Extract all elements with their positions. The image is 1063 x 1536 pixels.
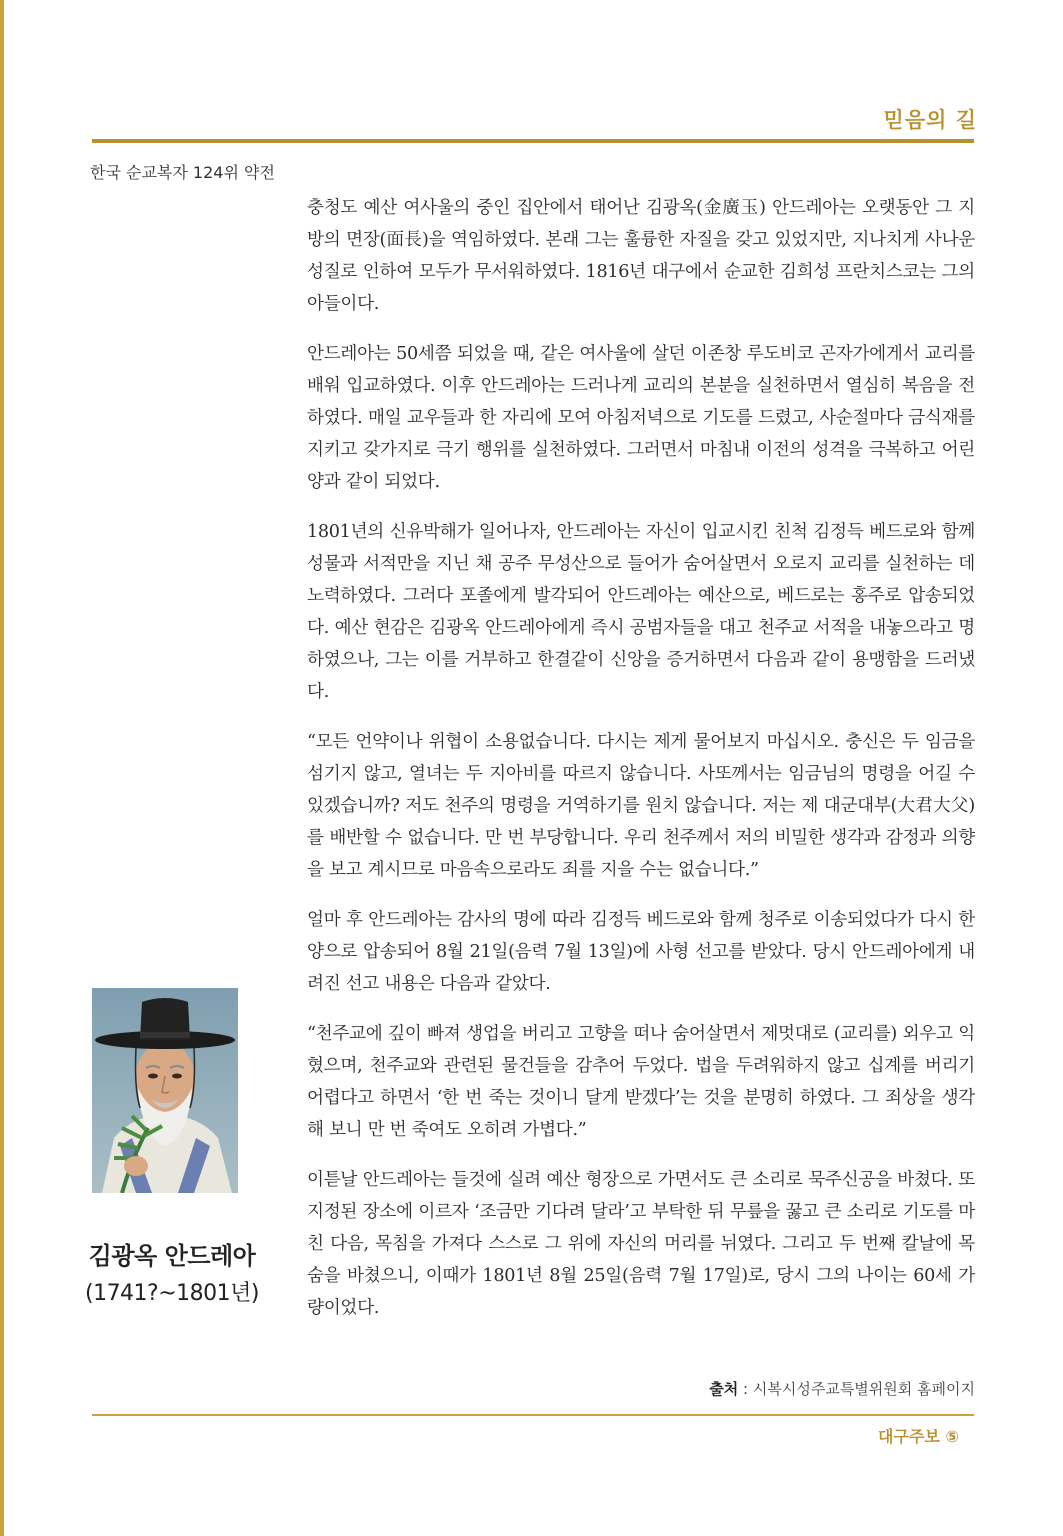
paragraph-1: 충청도 예산 여사울의 중인 집안에서 태어난 김광옥(金廣玉) 안드레아는 오랫동안 그 지방의 면장(面長)을 역임하였다. 본래 그는 훌륭한 자질을 갖고 있었지만, 지나치게 사나운 성질로 인하여 모두가 무서워하였다. 1816년 대구에서 순교한 김희성 프란치스코는 그의 아들이다.: [307, 198, 975, 314]
page-footer: [878, 1424, 959, 1447]
series-label: 한국 순교복자 124위 약전: [90, 163, 275, 182]
source-label: 출처: [709, 1380, 739, 1398]
martyr-name: 김광옥 안드레아: [88, 1242, 256, 1270]
header-divider: [92, 139, 974, 143]
paragraph-5: 얼마 후 안드레아는 감사의 명에 따라 김정득 베드로와 함께 청주로 이송되었다가 다시 한양으로 압송되어 8월 21일(음력 7월 13일)에 사형 선고를 받았다. 당시 안드레아에게 내려진 선고 내용은 다음과 같았다.: [307, 910, 975, 994]
martyr-years: (1741?~1801년): [84, 1281, 259, 1306]
source-separator: :: [738, 1380, 753, 1398]
page-number: ⑤: [945, 1427, 959, 1446]
quote-paragraph-2: “천주교에 깊이 빠져 생업을 버리고 고향을 떠나 숨어살면서 제멋대로 (교리를) 외우고 익혔으며, 천주교와 관련된 물건들을 감추어 두었다. 법을 두려워하지 않고 십계를 버리기 어렵다고 하면서 ‘한 번 죽는 것이니 달게 받겠다’는 것을 분명히 하였다. 그 죄상을 생각해 보니 만 번 죽여도 오히려 가볍다.”: [307, 1024, 976, 1140]
source-credit: [709, 1378, 975, 1399]
publication-name: 대구주보: [878, 1427, 940, 1446]
quote-paragraph-1: “모든 언약이나 위협이 소용없습니다. 다시는 제게 물어보지 마십시오. 충신은 두 임금을 섬기지 않고, 열녀는 두 지아비를 따르지 않습니다. 사또께서는 임금님의 명령을 어길 수 있겠습니까? 저도 천주의 명령을 거역하기를 원치 않습니다. 저는 제 대군대부(大君大父)를 배반할 수 없습니다. 만 번 부당합니다. 우리 천주께서 저의 비밀한 생각과 감정과 의향을 보고 계시므로 마음속으로라도 죄를 지을 수는 없습니다.”: [307, 732, 975, 880]
section-title: 믿음의 길: [883, 108, 977, 132]
article-body: [307, 192, 975, 1342]
footer-divider: [92, 1414, 974, 1416]
martyr-portrait: [92, 988, 238, 1193]
left-edge-rule: [0, 0, 4, 1536]
portrait-illustration: [92, 988, 238, 1193]
paragraph-2: 안드레아는 50세쯤 되었을 때, 같은 여사울에 살던 이존창 루도비코 곤자가에게서 교리를 배워 입교하였다. 이후 안드레아는 드러나게 교리의 본분을 실천하면서 열심히 복음을 전하였다. 매일 교우들과 한 자리에 모여 아침저녁으로 기도를 드렸고, 사순절마다 금식재를 지키고 갖가지로 극기 행위를 실천하였다. 그러면서 마침내 이전의 성격을 극복하고 어린양과 같이 되었다.: [307, 344, 975, 492]
source-text: 시복시성주교특별위원회 홈페이지: [752, 1380, 975, 1398]
paragraph-7: 이튿날 안드레아는 들것에 실려 예산 형장으로 가면서도 큰 소리로 묵주신공을 바쳤다. 또 지정된 장소에 이르자 ‘조금만 기다려 달라’고 부탁한 뒤 무릎을 꿇고 큰 소리로 기도를 마친 다음, 목침을 가져다 스스로 그 위에 자신의 머리를 뉘였다. 그리고 두 번째 칼날에 목숨을 바쳤으니, 이때가 1801년 8월 25일(음력 7월 17일)로, 당시 그의 나이는 60세 가량이었다.: [307, 1170, 975, 1318]
paragraph-3: 1801년의 신유박해가 일어나자, 안드레아는 자신이 입교시킨 친척 김정득 베드로와 함께 성물과 서적만을 지닌 채 공주 무성산으로 들어가 숨어살면서 오로지 교리를 실천하는 데 노력하였다. 그러다 포졸에게 발각되어 안드레아는 예산으로, 베드로는 홍주로 압송되었다. 예산 현감은 김광옥 안드레아에게 즉시 공범자들을 대고 천주교 서적을 내놓으라고 명하였으나, 그는 이를 거부하고 한결같이 신앙을 증거하면서 다음과 같이 용맹함을 드러냈다.: [307, 522, 975, 702]
